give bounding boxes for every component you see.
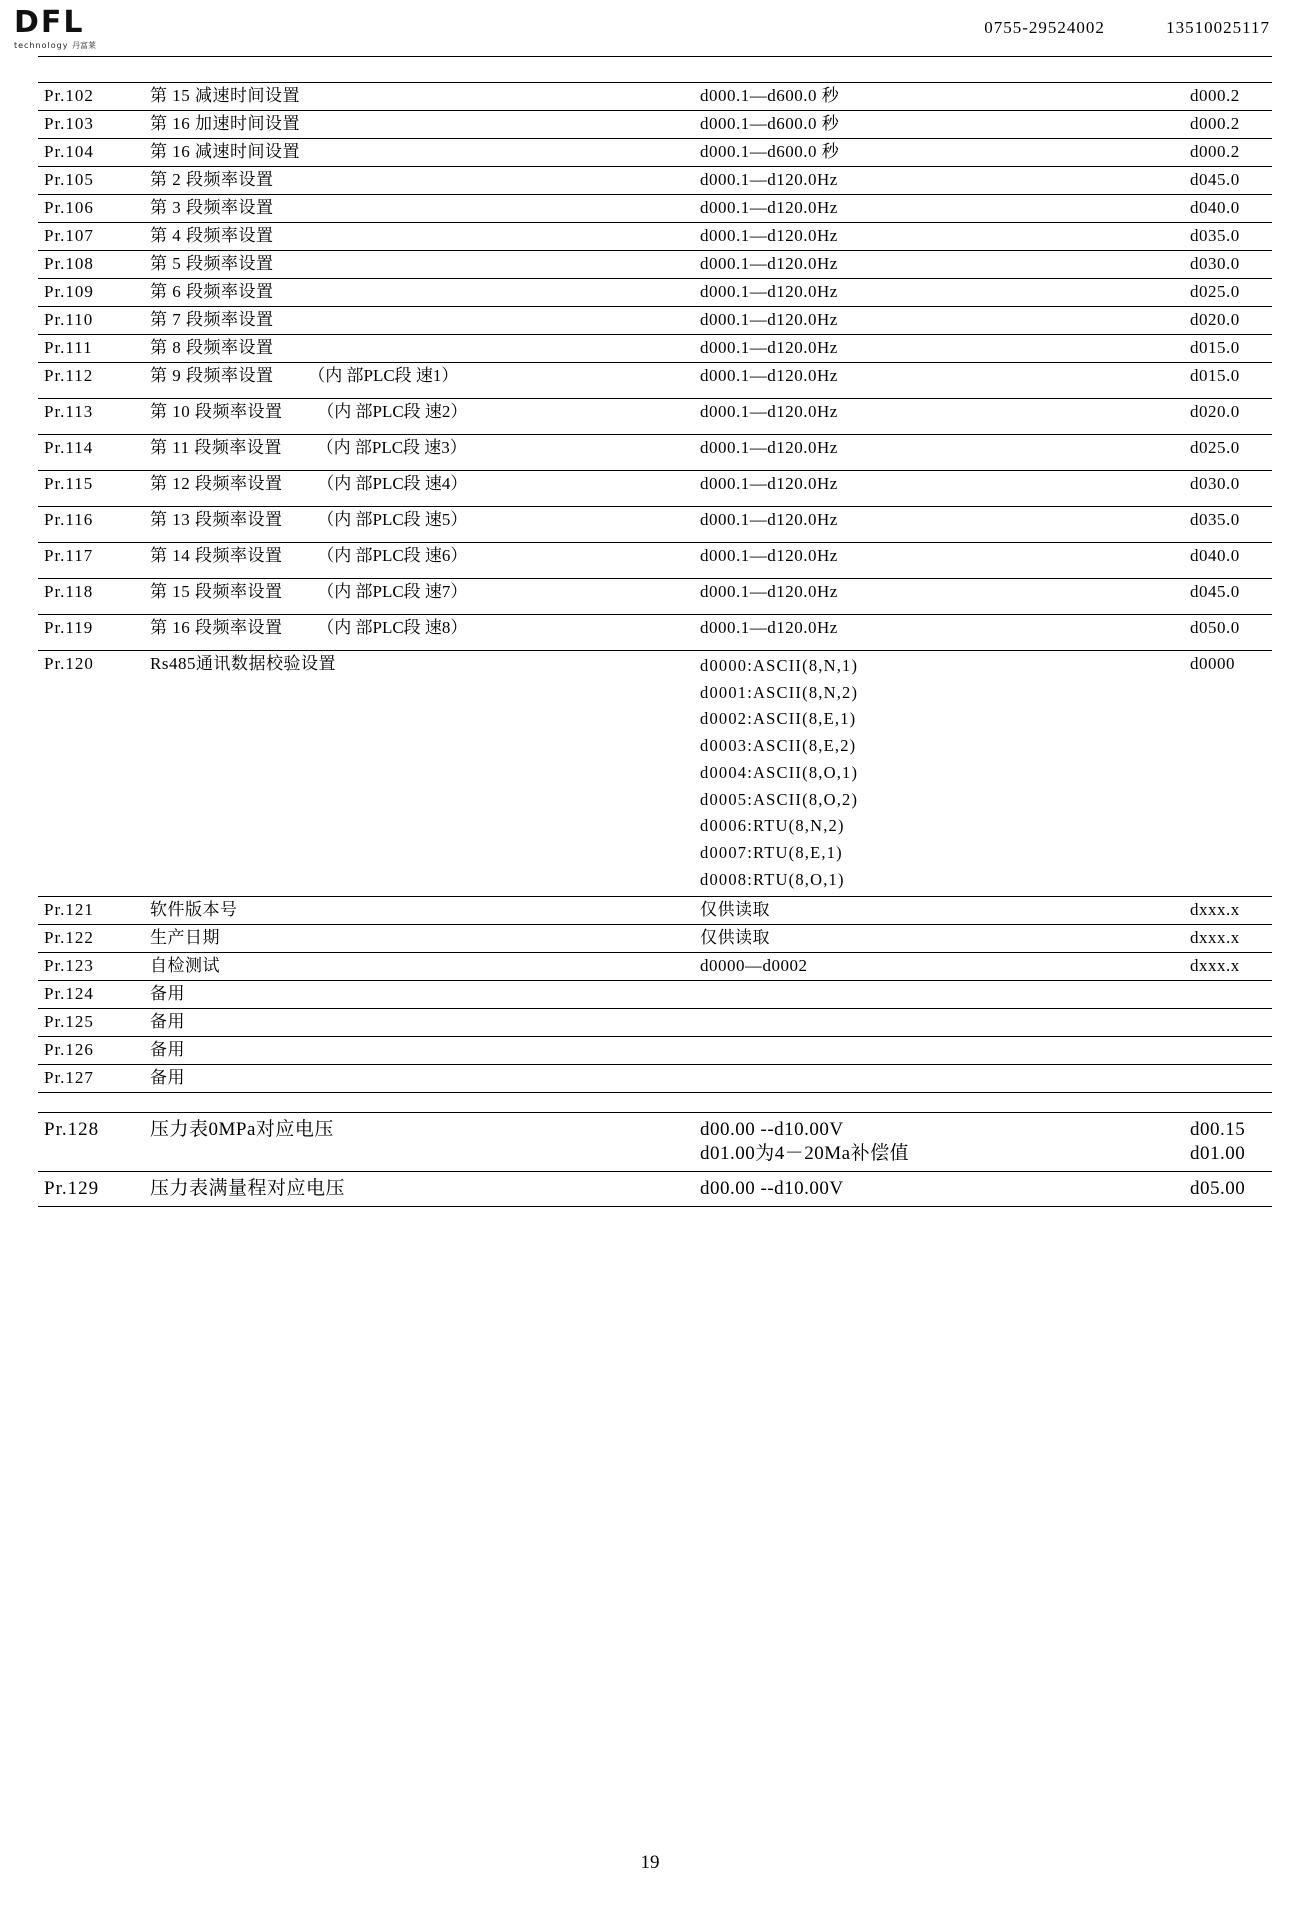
rs485-option: d0001:ASCII(8,N,2) <box>700 682 859 702</box>
param-range-line1: d00.00 --d10.00V <box>700 1119 844 1141</box>
param-range: d000.1—d120.0Hz <box>694 507 1184 543</box>
param-default: d040.0 <box>1184 543 1272 579</box>
table-row <box>38 1037 1272 1065</box>
param-name <box>144 399 694 435</box>
param-name: 第 15 减速时间设置 <box>144 83 694 111</box>
param-code: Pr.104 <box>38 139 144 167</box>
param-range: d00.00 --d10.00V <box>694 1171 1184 1206</box>
spacer-cell <box>144 1093 694 1113</box>
param-name <box>144 615 694 651</box>
param-range: d000.1—d120.0Hz <box>694 543 1184 579</box>
table-spacer-row <box>38 1093 1272 1113</box>
param-name: 第 7 段频率设置 <box>144 307 694 335</box>
param-name-text: 第 16 段频率设置 <box>150 618 283 637</box>
param-name: 第 8 段频率设置 <box>144 335 694 363</box>
table-row <box>38 399 1272 435</box>
rs485-option: d0008:RTU(8,O,1) <box>700 869 845 889</box>
param-name: 备用 <box>144 981 694 1009</box>
param-code: Pr.123 <box>38 953 144 981</box>
param-default: d000.2 <box>1184 139 1272 167</box>
param-range: d000.1—d120.0Hz <box>694 167 1184 195</box>
param-default: d030.0 <box>1184 251 1272 279</box>
param-name-note: （内 部PLC段 速7） <box>317 582 468 601</box>
param-default: d000.2 <box>1184 111 1272 139</box>
param-range: d0000—d0002 <box>694 953 1184 981</box>
param-name: Rs485通讯数据校验设置 <box>144 651 694 897</box>
table-row <box>38 925 1272 953</box>
param-name-text: 第 12 段频率设置 <box>150 474 283 493</box>
param-default: d025.0 <box>1184 279 1272 307</box>
param-default: d05.00 <box>1184 1171 1272 1206</box>
param-default: d035.0 <box>1184 223 1272 251</box>
param-code: Pr.117 <box>38 543 144 579</box>
header-divider <box>38 56 1272 57</box>
table-row <box>38 615 1272 651</box>
param-code: Pr.128 <box>38 1113 144 1172</box>
table-row <box>38 953 1272 981</box>
param-name: 压力表0MPa对应电压 <box>144 1113 694 1172</box>
param-default-line2: d01.00 <box>1190 1143 1246 1165</box>
param-default: d045.0 <box>1184 167 1272 195</box>
param-default: dxxx.x <box>1184 953 1272 981</box>
param-name: 备用 <box>144 1009 694 1037</box>
param-name <box>144 543 694 579</box>
param-default: d025.0 <box>1184 435 1272 471</box>
param-default: dxxx.x <box>1184 897 1272 925</box>
param-range-line2: d01.00为4－20Ma补偿值 <box>700 1143 910 1165</box>
spacer-cell <box>694 1093 1184 1113</box>
param-code: Pr.121 <box>38 897 144 925</box>
param-code: Pr.103 <box>38 111 144 139</box>
param-range: d000.1—d120.0Hz <box>694 435 1184 471</box>
param-name: 第 16 减速时间设置 <box>144 139 694 167</box>
param-range <box>694 981 1184 1009</box>
param-name: 第 16 加速时间设置 <box>144 111 694 139</box>
table-body <box>38 83 1272 1207</box>
param-name-note: （内 部PLC段 速2） <box>317 402 468 421</box>
param-name-text: 第 9 段频率设置 <box>150 366 274 385</box>
rs485-option: d0006:RTU(8,N,2) <box>700 816 845 836</box>
param-name-note: （内 部PLC段 速6） <box>317 546 468 565</box>
param-name-note: （内 部PLC段 速1） <box>308 366 459 385</box>
table-row <box>38 543 1272 579</box>
param-range: d000.1—d120.0Hz <box>694 279 1184 307</box>
param-name: 软件版本号 <box>144 897 694 925</box>
param-default <box>1184 981 1272 1009</box>
param-code: Pr.113 <box>38 399 144 435</box>
table-row <box>38 435 1272 471</box>
rs485-options-list <box>700 653 1180 893</box>
param-name-text: 第 10 段频率设置 <box>150 402 283 421</box>
table-row <box>38 83 1272 111</box>
param-range: d000.1—d120.0Hz <box>694 195 1184 223</box>
spacer-cell <box>38 1093 144 1113</box>
table-row <box>38 1009 1272 1037</box>
table-row <box>38 223 1272 251</box>
param-name: 第 5 段频率设置 <box>144 251 694 279</box>
param-range: d000.1—d120.0Hz <box>694 471 1184 507</box>
param-range: d000.1—d120.0Hz <box>694 615 1184 651</box>
rs485-option: d0004:ASCII(8,O,1) <box>700 762 859 782</box>
param-range: 仅供读取 <box>694 897 1184 925</box>
param-range: d000.1—d600.0 秒 <box>694 139 1184 167</box>
param-name-note: （内 部PLC段 速5） <box>317 510 468 529</box>
param-code: Pr.107 <box>38 223 144 251</box>
param-range <box>694 1065 1184 1093</box>
param-name-text: 第 14 段频率设置 <box>150 546 283 565</box>
table-row <box>38 307 1272 335</box>
param-default <box>1184 1037 1272 1065</box>
param-range: d000.1—d120.0Hz <box>694 307 1184 335</box>
param-default: d015.0 <box>1184 363 1272 399</box>
page-header <box>0 0 1300 62</box>
table-row <box>38 111 1272 139</box>
param-name: 第 6 段频率设置 <box>144 279 694 307</box>
rs485-option: d0000:ASCII(8,N,1) <box>700 656 859 675</box>
table-row <box>38 507 1272 543</box>
table-row <box>38 1065 1272 1093</box>
param-name: 第 2 段频率设置 <box>144 167 694 195</box>
param-name: 第 4 段频率设置 <box>144 223 694 251</box>
param-name: 备用 <box>144 1065 694 1093</box>
param-code: Pr.122 <box>38 925 144 953</box>
param-name-note: （内 部PLC段 速4） <box>317 474 468 493</box>
param-default <box>1184 1113 1272 1172</box>
param-range <box>694 1113 1184 1172</box>
param-name: 生产日期 <box>144 925 694 953</box>
param-name <box>144 363 694 399</box>
param-code: Pr.127 <box>38 1065 144 1093</box>
table-row <box>38 897 1272 925</box>
table-row <box>38 981 1272 1009</box>
param-code: Pr.114 <box>38 435 144 471</box>
param-name <box>144 435 694 471</box>
param-range: d000.1—d600.0 秒 <box>694 83 1184 111</box>
param-code: Pr.120 <box>38 651 144 897</box>
page-number: 19 <box>640 1852 660 1873</box>
param-default: d020.0 <box>1184 399 1272 435</box>
param-name-text: 第 11 段频率设置 <box>150 438 282 457</box>
param-code: Pr.112 <box>38 363 144 399</box>
table-row <box>38 335 1272 363</box>
param-code: Pr.111 <box>38 335 144 363</box>
param-code: Pr.118 <box>38 579 144 615</box>
param-default: d015.0 <box>1184 335 1272 363</box>
param-name: 第 3 段频率设置 <box>144 195 694 223</box>
param-code: Pr.125 <box>38 1009 144 1037</box>
param-default: d000.2 <box>1184 83 1272 111</box>
param-code: Pr.124 <box>38 981 144 1009</box>
param-code: Pr.129 <box>38 1171 144 1206</box>
logo-subtitle <box>14 40 124 51</box>
param-default: d045.0 <box>1184 579 1272 615</box>
param-name: 压力表满量程对应电压 <box>144 1171 694 1206</box>
param-code: Pr.115 <box>38 471 144 507</box>
param-range <box>694 1009 1184 1037</box>
param-name-text: 第 15 段频率设置 <box>150 582 283 601</box>
table-row <box>38 139 1272 167</box>
param-default: d030.0 <box>1184 471 1272 507</box>
param-default-line1: d00.15 <box>1190 1119 1246 1141</box>
table-row-rs485 <box>38 651 1272 897</box>
param-code: Pr.106 <box>38 195 144 223</box>
table-row <box>38 579 1272 615</box>
param-range: d000.1—d120.0Hz <box>694 223 1184 251</box>
param-code: Pr.102 <box>38 83 144 111</box>
table-row <box>38 363 1272 399</box>
param-name-note: （内 部PLC段 速8） <box>317 618 468 637</box>
param-code: Pr.109 <box>38 279 144 307</box>
param-range: d000.1—d120.0Hz <box>694 399 1184 435</box>
rs485-option: d0002:ASCII(8,E,1) <box>700 709 857 729</box>
table-row-pressure-zero <box>38 1113 1272 1172</box>
rs485-option: d0003:ASCII(8,E,2) <box>700 736 857 756</box>
param-name-text: 第 13 段频率设置 <box>150 510 283 529</box>
param-default: d035.0 <box>1184 507 1272 543</box>
param-name: 备用 <box>144 1037 694 1065</box>
logo-text: DFL <box>14 5 85 40</box>
param-code: Pr.105 <box>38 167 144 195</box>
param-name <box>144 507 694 543</box>
param-default: d040.0 <box>1184 195 1272 223</box>
param-default <box>1184 1009 1272 1037</box>
param-range <box>694 1037 1184 1065</box>
param-code: Pr.108 <box>38 251 144 279</box>
parameter-table <box>38 82 1272 1207</box>
param-default: d020.0 <box>1184 307 1272 335</box>
param-range: 仅供读取 <box>694 925 1184 953</box>
logo-subtitle-en: technology <box>14 41 69 50</box>
table-row-pressure-full <box>38 1171 1272 1206</box>
param-range: d000.1—d120.0Hz <box>694 335 1184 363</box>
logo-subtitle-cn: 丹富莱 <box>71 41 96 50</box>
table-row <box>38 195 1272 223</box>
param-code: Pr.110 <box>38 307 144 335</box>
param-default: dxxx.x <box>1184 925 1272 953</box>
param-code: Pr.116 <box>38 507 144 543</box>
header-contact <box>928 18 1270 38</box>
param-code: Pr.119 <box>38 615 144 651</box>
table-row <box>38 471 1272 507</box>
param-range: d000.1—d600.0 秒 <box>694 111 1184 139</box>
param-default <box>1184 1065 1272 1093</box>
param-name <box>144 579 694 615</box>
table-row <box>38 279 1272 307</box>
brand-logo <box>14 5 124 51</box>
param-code: Pr.126 <box>38 1037 144 1065</box>
phone-number-1: 0755-29524002 <box>984 18 1105 37</box>
param-range: d000.1—d120.0Hz <box>694 363 1184 399</box>
parameter-table-wrap <box>38 82 1272 1207</box>
param-name-note: （内 部PLC段 速3） <box>316 438 467 457</box>
param-default: d050.0 <box>1184 615 1272 651</box>
spacer-cell <box>1184 1093 1272 1113</box>
rs485-option: d0007:RTU(8,E,1) <box>700 843 843 863</box>
table-row <box>38 251 1272 279</box>
param-default: d0000 <box>1184 651 1272 897</box>
table-row <box>38 167 1272 195</box>
param-range: d000.1—d120.0Hz <box>694 251 1184 279</box>
phone-number-2: 13510025117 <box>1166 18 1270 37</box>
param-name <box>144 471 694 507</box>
param-range <box>694 651 1184 897</box>
param-range: d000.1—d120.0Hz <box>694 579 1184 615</box>
param-name: 自检测试 <box>144 953 694 981</box>
rs485-option: d0005:ASCII(8,O,2) <box>700 789 859 809</box>
